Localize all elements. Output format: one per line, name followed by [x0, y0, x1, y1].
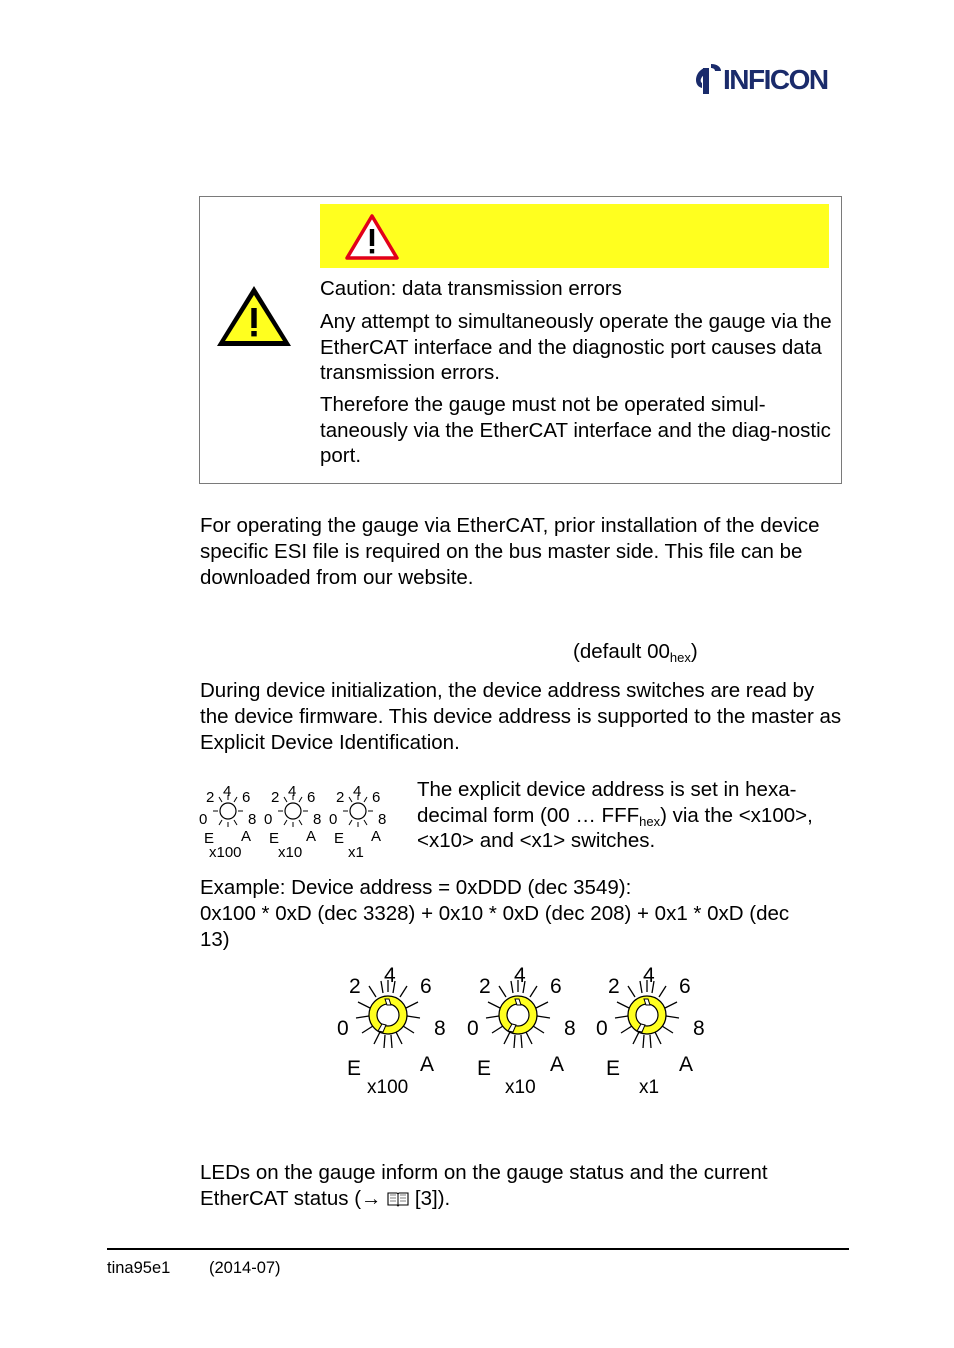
- label-e: E: [334, 830, 345, 847]
- switch-caption: x10: [278, 844, 303, 861]
- label-2: 2: [271, 789, 280, 806]
- switch-caption: x100: [367, 1077, 409, 1098]
- label-4: 4: [288, 783, 297, 800]
- label-8: 8: [248, 811, 257, 828]
- switch-caption: x1: [639, 1077, 660, 1098]
- label-4: 4: [643, 964, 655, 987]
- warning-triangle-outline-icon: [344, 213, 400, 261]
- caution-title: Caution: data transmission errors: [320, 277, 622, 300]
- explicit-sub: hex: [639, 813, 661, 829]
- footer-date: (2014-07): [209, 1259, 281, 1277]
- example-line-2: 0x100 * 0xD (dec 3328) + 0x10 * 0xD (dec 208) + 0x1 * 0xD (dec 13): [200, 902, 790, 951]
- label-2: 2: [336, 789, 345, 806]
- label-e: E: [606, 1057, 621, 1080]
- label-6: 6: [420, 975, 432, 998]
- caution-paragraph-1: Any attempt to simultaneously operate the gauge via the EtherCAT interface and the diagnostic port causes data transmission errors.: [320, 310, 832, 384]
- large-switch-x100: [330, 960, 460, 1098]
- large-knob-icon: [482, 978, 554, 1052]
- label-a: A: [371, 828, 382, 845]
- label-8: 8: [434, 1017, 446, 1040]
- small-switch-x10: [262, 780, 332, 860]
- label-a: A: [306, 828, 317, 845]
- label-2: 2: [608, 975, 620, 998]
- explicit-part-1: The explicit device address is set in hexa-decimal form (00 … FFF: [417, 778, 797, 827]
- label-a: A: [241, 828, 252, 845]
- default-prefix: (default 00: [573, 640, 670, 663]
- small-switch-x100: [197, 780, 267, 860]
- label-2: 2: [349, 975, 361, 998]
- label-e: E: [477, 1057, 492, 1080]
- label-8: 8: [693, 1017, 705, 1040]
- label-6: 6: [372, 789, 381, 806]
- label-2: 2: [206, 789, 215, 806]
- label-6: 6: [242, 789, 251, 806]
- label-0: 0: [337, 1017, 349, 1040]
- label-6: 6: [307, 789, 316, 806]
- footer-rule: [107, 1248, 849, 1250]
- switch-caption: x1: [348, 844, 364, 861]
- explicit-address-text: [417, 777, 837, 854]
- led-text: LEDs on the gauge inform on the gauge status and the current EtherCAT status (→: [200, 1161, 768, 1210]
- brand-name: INFICON: [723, 64, 828, 95]
- book-icon: [387, 1191, 409, 1207]
- caution-banner: [320, 204, 829, 268]
- label-0: 0: [264, 811, 273, 828]
- label-4: 4: [514, 964, 526, 987]
- small-switch-x1: [327, 780, 397, 860]
- large-switch-group: [330, 960, 730, 1100]
- label-2: 2: [479, 975, 491, 998]
- label-4: 4: [223, 783, 232, 800]
- large-switch-x1: [589, 960, 719, 1098]
- label-6: 6: [679, 975, 691, 998]
- label-a: A: [679, 1053, 694, 1076]
- label-8: 8: [564, 1017, 576, 1040]
- label-e: E: [347, 1057, 362, 1080]
- default-address-note: [573, 639, 698, 665]
- inficon-mark-icon: [694, 62, 722, 96]
- inficon-logo: [694, 62, 846, 96]
- label-0: 0: [199, 811, 208, 828]
- label-8: 8: [378, 811, 387, 828]
- label-0: 0: [329, 811, 338, 828]
- explicit-part-2: ) via the <x100>, <x10> and <x1> switches.: [417, 803, 813, 852]
- label-a: A: [550, 1053, 565, 1076]
- led-paragraph: [200, 1160, 840, 1212]
- caution-paragraph-2: Therefore the gauge must not be operated simul-taneously via the EtherCAT interface and the diag-nostic port.: [320, 393, 831, 467]
- label-0: 0: [467, 1017, 479, 1040]
- warning-triangle-icon: [214, 283, 294, 349]
- label-a: A: [420, 1053, 435, 1076]
- switch-caption: x10: [505, 1077, 536, 1098]
- led-ref: [3]).: [409, 1187, 451, 1210]
- large-switch-x10: [460, 960, 590, 1098]
- label-0: 0: [596, 1017, 608, 1040]
- default-suffix: ): [690, 640, 698, 663]
- footer-doc-id: tina95e1: [107, 1259, 171, 1277]
- label-6: 6: [550, 975, 562, 998]
- switch-caption: x100: [209, 844, 242, 861]
- label-8: 8: [313, 811, 322, 828]
- label-4: 4: [353, 783, 362, 800]
- small-switch-group: [197, 780, 397, 862]
- label-e: E: [269, 830, 280, 847]
- address-intro-paragraph: During device initialization, the device address switches are read by the device firmware. This device address is supported to the master as Explicit Device Identification.: [200, 679, 842, 754]
- label-e: E: [204, 830, 215, 847]
- large-knob-icon: [352, 978, 424, 1052]
- label-4: 4: [384, 964, 396, 987]
- default-sub: hex: [669, 650, 691, 665]
- esi-paragraph: For operating the gauge via EtherCAT, prior installation of the device specific ESI file is required on the bus master side. This file can be downloaded from our website.: [200, 514, 820, 589]
- large-knob-icon: [611, 978, 683, 1052]
- example-line-1: Example: Device address = 0xDDD (dec 3549):: [200, 876, 632, 899]
